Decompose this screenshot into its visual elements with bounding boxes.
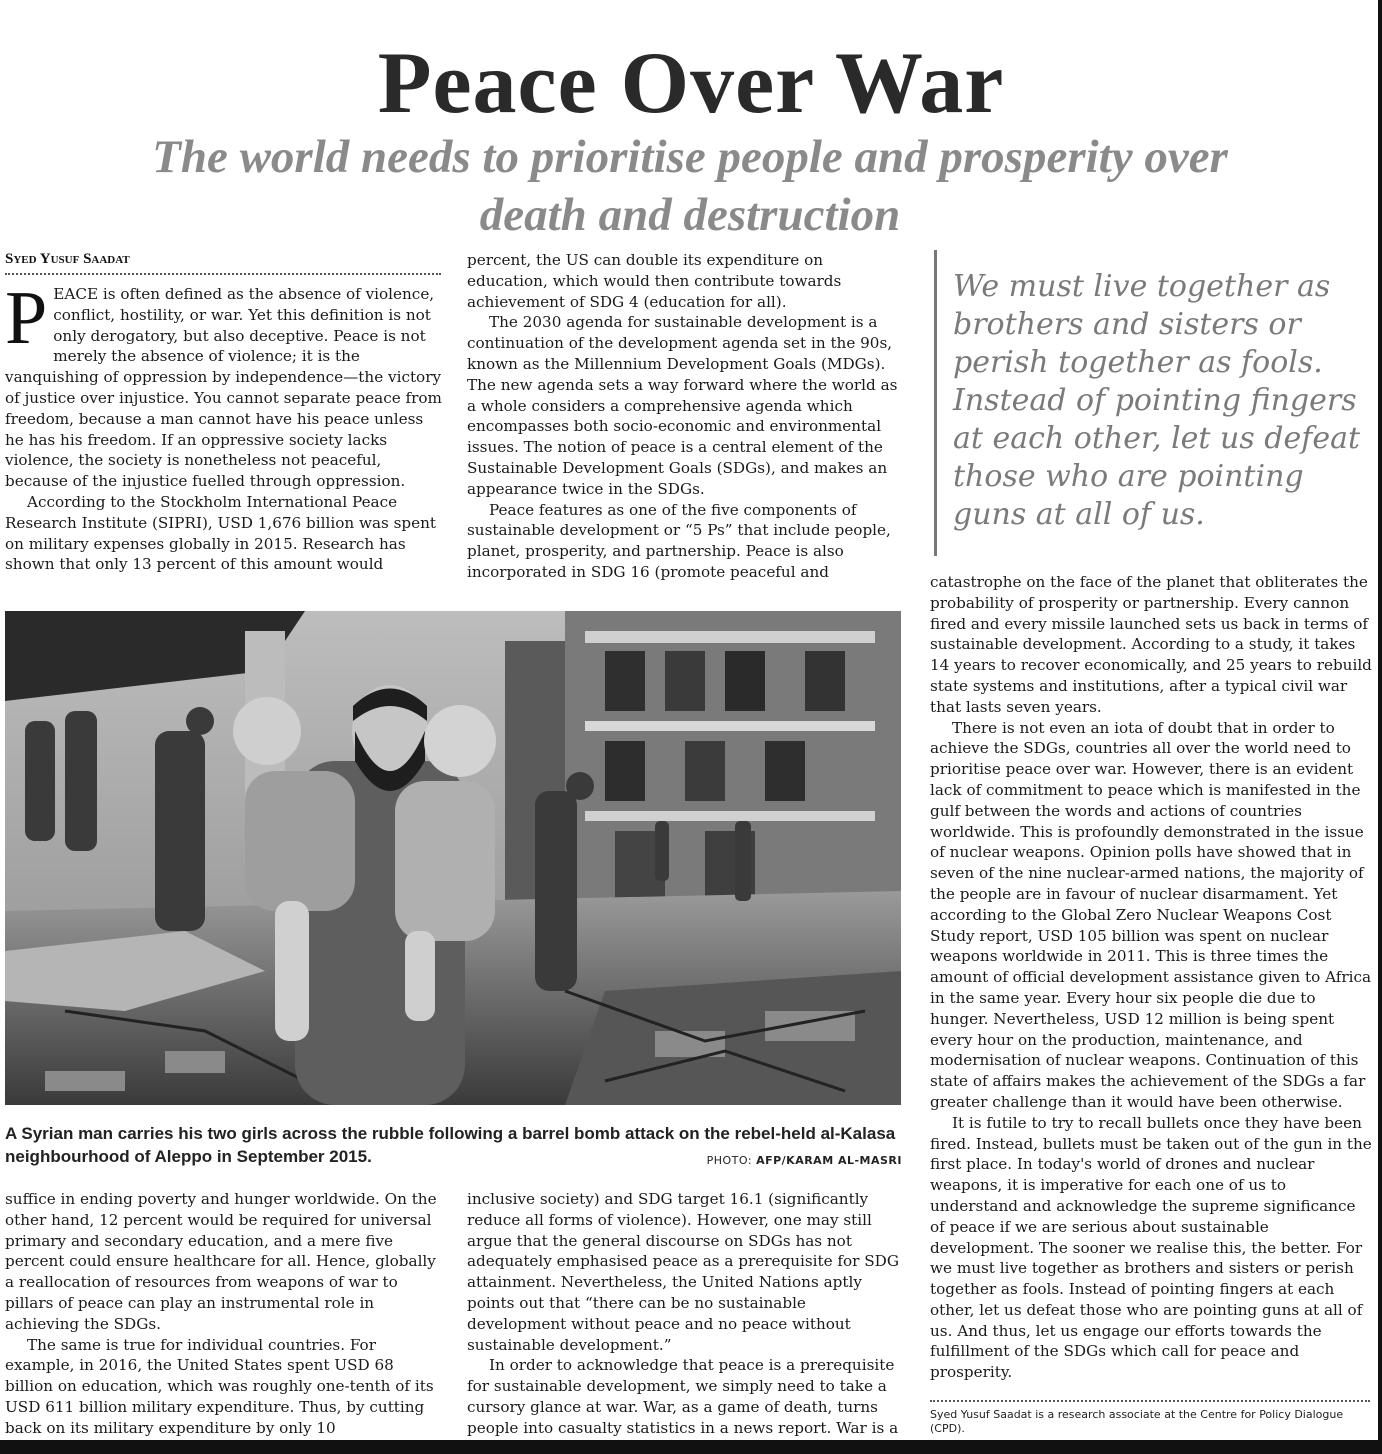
- paragraph: The same is true for individual countries. For example, in 2016, the United States spent USD 68 billion on education, which was roughly one-tenth of its USD 611 billion military expenditure. Thus, by cutting back on its military expenditure by only 10: [5, 1335, 434, 1437]
- column-2-bottom: [467, 1189, 907, 1439]
- column-3: [930, 572, 1372, 1383]
- pull-quote: We must live together as brothers and sisters or perish together as fools. Instead of pointing fingers at each other, let us defeat those who are pointing guns at all of us.: [934, 250, 1374, 556]
- news-photo: [5, 611, 901, 1105]
- lede-text: EACE is often defined as the absence of violence, conflict, hostility, or war. Yet this definition is not only derogatory, but also deceptive. Peace is not merely the absence of violence; it is the vanquishing of oppression by independence—the victory of justice over injustice. You cannot separate peace from freedom, because a man cannot have his peace unless he has his freedom. If an oppressive society lacks violence, the society is nonetheless not peaceful, because of the injustice fuelled through oppression.: [5, 285, 442, 491]
- page-border-bottom: [0, 1440, 1382, 1454]
- drop-cap: P: [5, 276, 48, 360]
- paragraph: inclusive society) and SDG target 16.1 (significantly reduce all forms of violence). However, one may still argue that the general discourse on SDGs has not adequately emphasised peace as a prerequisite for SDG attainment. Nevertheless, the United Nations aptly points out that “there can be no sustainable development without peace and no peace without sustainable development.”: [467, 1190, 899, 1354]
- photo-credit: [600, 1154, 902, 1167]
- paragraph: percent, the US can double its expenditure on education, which would then contribute towards achievement of SDG 4 (education for all).: [467, 251, 842, 311]
- paragraph: catastrophe on the face of the planet that obliterates the probability of prosperity or partnership. Every cannon fired and every missile launched sets us back in terms of sustainable development. According to a study, it takes 14 years to recover economically, and 25 years to rebuild state systems and institutions, after a typical civil war that lasts seven years.: [930, 573, 1372, 716]
- paragraph: According to the Stockholm International Peace Research Institute (SIPRI), USD 1,676 billion was spent on military expenses globally in 2015. Research has shown that only 13 percent of this amount would: [5, 492, 437, 574]
- headline: Peace Over War: [377, 35, 1005, 132]
- paragraph-lede: [5, 276, 445, 492]
- paragraph: There is not even an iota of doubt that in order to achieve the SDGs, countries all over the world need to prioritise peace over war. However, there is an evident lack of commitment to peace which is manifested in the gulf between the words and actions of countries worldwide. This is profoundly demonstrated in the issue of nuclear weapons. Opinion polls have showed that in seven of the nine nuclear-armed nations, the majority of the people are in favour of nuclear disarmament. Yet according to the Global Zero Nuclear Weapons Cost Study report, USD 105 billion was spent on nuclear weapons worldwide in 2011. This is three times the amount of official development assistance given to Africa in the same year. Every hour six people die due to hunger. Nevertheless, USD 12 million is being spent every hour on the production, maintenance, and modernisation of nuclear weapons. Continuation of this state of affairs makes the achievement of the SDGs a far greater challenge than it would have been otherwise.: [930, 718, 1372, 1111]
- byline: Syed Yusuf Saadat: [5, 251, 441, 275]
- photo-credit-label: PHOTO:: [706, 1154, 753, 1167]
- page-border-right: [1378, 0, 1382, 1454]
- photo-caption: A Syrian man carries his two girls across the rubble following a barrel bomb attack on the rebel-held al-Kalasa neighbourhood of Aleppo in September 2015.: [5, 1124, 896, 1166]
- photo-credit-name: AFP/KARAM AL-MASRI: [756, 1154, 902, 1167]
- author-note: Syed Yusuf Saadat is a research associate at the Centre for Policy Dialogue (CPD).: [930, 1400, 1370, 1435]
- paragraph: In order to acknowledge that peace is a prerequisite for sustainable development, we simply need to take a cursory glance at war. War, as a game of death, turns people into casualty statistics in a news report. War is a: [467, 1356, 899, 1437]
- column-2-top: [467, 250, 907, 583]
- deck-subheading: The world needs to prioritise people and prosperity over death and destruction: [152, 131, 1228, 241]
- paragraph: suffice in ending poverty and hunger worldwide. On the other hand, 12 percent would be required for universal primary and secondary education, and a mere five percent could ensure healthcare for all. Hence, globally a reallocation of resources from weapons of war to pillars of peace can play an instrumental role in achieving the SDGs.: [5, 1190, 437, 1333]
- column-1-top: [5, 276, 445, 575]
- photo-illustration: [5, 611, 901, 1105]
- paragraph: The 2030 agenda for sustainable development is a continuation of the development agenda set in the 90s, known as the Millennium Development Goals (MDGs). The new agenda sets a way forward where the world as a whole considers a comprehensive agenda which encompasses both socio-economic and environmental issues. The notion of peace is a central element of the Sustainable Development Goals (SDGs), and makes an appearance twice in the SDGs.: [467, 313, 898, 498]
- column-1-bottom: [5, 1189, 445, 1439]
- paragraph: Peace features as one of the five components of sustainable development or “5 Ps” that include people, planet, prosperity, and partnership. Peace is also incorporated in SDG 16 (promote peaceful and: [467, 500, 891, 581]
- paragraph: It is futile to try to recall bullets once they have been fired. Instead, bullets must be taken out of the gun in the first place. In today's world of drones and nuclear weapons, it is imperative for each one of us to understand and acknowledge the supreme significance of peace if we are serious about sustainable development. The sooner we realise this, the better. For we must live together as brothers and sisters or perish together as fools. Instead of pointing fingers at each other, let us defeat those who are pointing guns at all of us. And thus, let us engage our efforts towards the fulfillment of the SDGs which call for peace and prosperity.: [930, 1113, 1372, 1382]
